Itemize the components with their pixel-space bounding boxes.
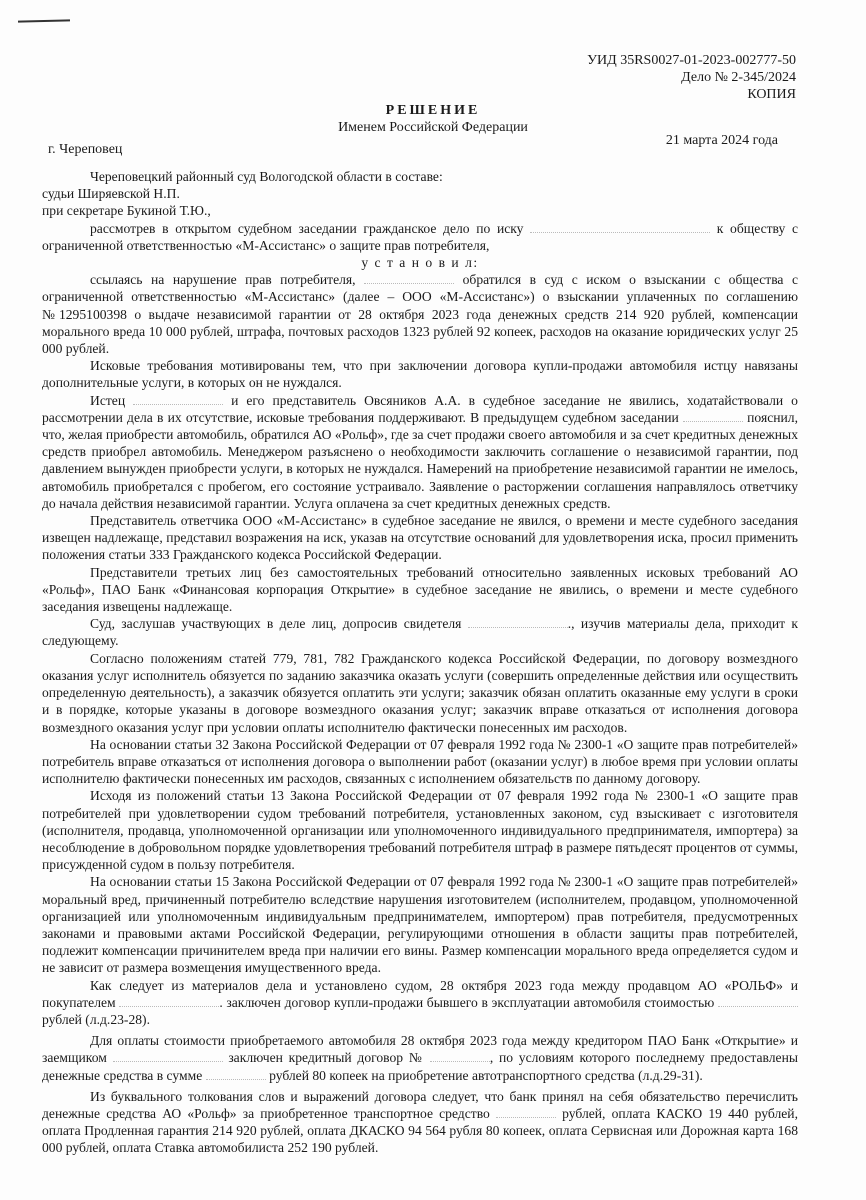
paragraph <box>42 220 798 254</box>
paragraph <box>42 615 798 649</box>
uid-number: УИД 35RS0027-01-2023-002777-50 <box>587 53 796 68</box>
text: заключен кредитный договор № <box>228 1050 425 1066</box>
text: Для оплаты стоимости приобретаемого автомобиля 28 октября 2023 года между кредитором ПАО Банк «Открытие» и заемщиком <box>42 1033 798 1066</box>
paragraph <box>42 271 798 357</box>
text: рублей (л.д.23-28). <box>42 1011 150 1027</box>
redacted-text <box>113 1051 223 1062</box>
redacted-text <box>683 411 743 422</box>
text: . заключен договор купли-продажи бывшего в эксплуатации автомобиля стоимостью <box>219 994 715 1010</box>
text: Исковые требования мотивированы тем, что при заключении договора купли-продажи автомобиля истцу навязаны дополнительные услуги, в которых он не нуждался. <box>42 358 798 391</box>
copy-label: КОПИЯ <box>747 87 796 102</box>
text: На основании статьи 15 Закона Российской Федерации от 07 февраля 1992 года № 2300-1 «О защите прав потребителей» моральный вред, причиненный потребителю вследствие нарушения изготовителем (исполнителем, продавцом, уполномоченной организацией или уполномоченным индивидуальным предпринимателем, импортером) прав потребителя, предусмотренных законами и правовыми актами Российской Федерации, регулирующими отношения в области защиты прав потребителей, подлежит компенсации причинителем вреда при наличии его вины. Размер компенсации морального вреда определяется судом и не зависит от размера возмещения имущественного вреда. <box>42 874 798 976</box>
text: рублей, оплата КАСКО 19 440 рублей, оплата Продленная гарантия 214 920 рублей, оплата ДКАСКО 94 564 рубля 80 копеек, оплата Сервисная или Дорожная карта 168 000 рублей, оплата Ставка автомобилиста 252 190 рублей. <box>42 1105 798 1156</box>
text: ссылаясь на нарушение прав потребителя, <box>90 272 356 288</box>
document-body <box>42 168 798 1157</box>
text: Из буквального толкования слов и выражений договора следует, что банк принял на себя обязательство перечислить денежные средства АО «Рольф» за приобретенное транспортное средство <box>42 1088 798 1121</box>
paragraph <box>42 977 798 1029</box>
text: у с т а н о в и л: <box>361 255 479 271</box>
redacted-text <box>119 996 219 1007</box>
redacted-text <box>206 1069 266 1080</box>
paragraph <box>42 1032 798 1084</box>
place: г. Череповец <box>48 142 123 157</box>
redacted-text <box>718 996 798 1007</box>
redacted-text <box>496 1107 556 1118</box>
paragraph <box>42 650 798 736</box>
text: , по условиям которого последнему предоставлены денежные средства в сумме <box>42 1050 798 1083</box>
document-title <box>0 102 866 136</box>
paragraph <box>42 254 798 271</box>
paragraph <box>42 1088 798 1157</box>
text: Как следует из материалов дела и установлено судом, 28 октября 2023 года между продавцом АО «РОЛЬФ» и покупателем <box>42 977 798 1010</box>
redacted-text <box>468 617 568 628</box>
text: Исходя из положений статьи 13 Закона Российской Федерации от 07 февраля 1992 года № 2300-1 «О защите прав потребителей при удовлетворении судом требований потребителя, установленных законом, суд взыскивает с изготовителя (исполнителя, продавца, уполномоченной организации или уполномоченного индивидуального предпринимателя, импортера) за несоблюдение в добровольном порядке удовлетворения требований потребителя штраф в размере пятьдесят процентов от суммы, присужденной судом в пользу потребителя. <box>42 788 798 873</box>
paragraph <box>42 787 798 873</box>
paragraph <box>42 357 798 391</box>
decision-title: РЕШЕНИЕ <box>385 103 481 118</box>
text: Представитель ответчика ООО «М-Ассистанс» в судебное заседание не явился, о времени и месте судебного заседания извещен надлежаще, представил возражения на иск, указав на отсутствие оснований для удовлетворения иска, просил применить положения статьи 333 Гражданского кодекса Российской Федерации. <box>42 513 798 563</box>
text: к обществу с ограниченной ответственностью «М-Ассистанс» о защите прав потребителя, <box>42 220 798 253</box>
text: судьи Ширяевской Н.П. <box>42 186 180 202</box>
paragraph <box>42 168 798 185</box>
paragraph <box>42 736 798 788</box>
case-number: Дело № 2-345/2024 <box>681 70 796 85</box>
redacted-text <box>430 1051 490 1062</box>
paragraph <box>42 185 798 202</box>
date: 21 марта 2024 года <box>665 133 778 148</box>
text: пояснил, что, желая приобрести автомобиль, обратился АО «Рольф», где за счет продажи своего автомобиля и за счет кредитных денежных средств приобрел автомобиль. Менеджером разъяснено о необходимости заключить соглашение о независимой гарантии, под давлением вынужден приобрести услуги, в которых не нуждался. Намерений на приобретение независимой гарантии не имелось, автомобиль приобретался с пробегом, его состояние устраивало. Заявление о расторжении соглашения направлялось ответчику до начала действия независимой гарантии. Услуга оплачена за счет кредитных денежных средств. <box>42 409 798 511</box>
redacted-text <box>364 273 454 284</box>
text: Истец <box>90 392 126 408</box>
text: Череповецкий районный суд Вологодской области в составе: <box>90 169 443 184</box>
redacted-text <box>133 394 223 405</box>
text: ., изучив материалы дела, приходит к следующему. <box>42 616 798 649</box>
text: и его представитель Овсяников А.А. в судебное заседание не явились, ходатайствовали о рассмотрении дела в их отсутствие, исковые требования поддерживают. В предыдущем судебном заседании <box>42 392 798 425</box>
document-header <box>587 52 796 103</box>
text: рассмотрев в открытом судебном заседании гражданское дело по иску <box>90 220 524 236</box>
text: На основании статьи 32 Закона Российской Федерации от 07 февраля 1992 года № 2300-1 «О защите прав потребителей» потребитель вправе отказаться от исполнения договора о выполнении работ (оказании услуг) в любое время при условии оплаты исполнителю фактически понесенных им расходов, связанных с исполнением обязательств по данному договору. <box>42 736 798 787</box>
text: обратился в суд с иском о взыскании с общества с ограниченной ответственностью «М-Ассистанс» (далее – ООО «М-Ассистанс») о взыскании уплаченных по соглашению №1295100398 о выдаче независимой гарантии от 28 октября 2023 года денежных средств 214 920 рублей, компенсации морального вреда 10 000 рублей, штрафа, почтовых расходов 1323 рублей 92 копеек, расходов на оказание юридических услуг 25 000 рублей. <box>42 272 799 357</box>
scan-mark <box>18 19 70 22</box>
text: рублей 80 копеек на приобретение автотранспортного средства (л.д.29-31). <box>269 1067 703 1083</box>
paragraph <box>42 392 798 512</box>
text: Суд, заслушав участвующих в деле лиц, допросив свидетеля <box>90 616 462 632</box>
paragraph <box>42 202 798 219</box>
text: Представители третьих лиц без самостоятельных требований относительно заявленных исковых требований АО «Рольф», ПАО Банк «Финансовая корпорация Открытие» в судебное заседание не явились, о времени и месте судебного заседания извещены надлежаще. <box>42 564 798 615</box>
redacted-text <box>530 222 710 233</box>
text: Согласно положениям статей 779, 781, 782 Гражданского кодекса Российской Федерации, по договору возмездного оказания услуг исполнитель обязуется по заданию заказчика оказать услуги (совершить определенные действия или осуществить определенную деятельность), а заказчик обязуется оплатить эти услуги; заказчик обязан оплатить оказанные ему услуги в сроки и в порядке, которые указаны в договоре возмездного оказания услуг; заказчик вправе отказаться от исполнения договора возмездного оказания услуг при условии оплаты исполнителю фактически понесенных им расходов. <box>42 650 798 735</box>
paragraph <box>42 564 798 616</box>
paragraph <box>42 512 798 564</box>
decision-subtitle: Именем Российской Федерации <box>338 120 528 135</box>
paragraph <box>42 873 798 976</box>
text: при секретаре Букиной Т.Ю., <box>42 203 211 219</box>
